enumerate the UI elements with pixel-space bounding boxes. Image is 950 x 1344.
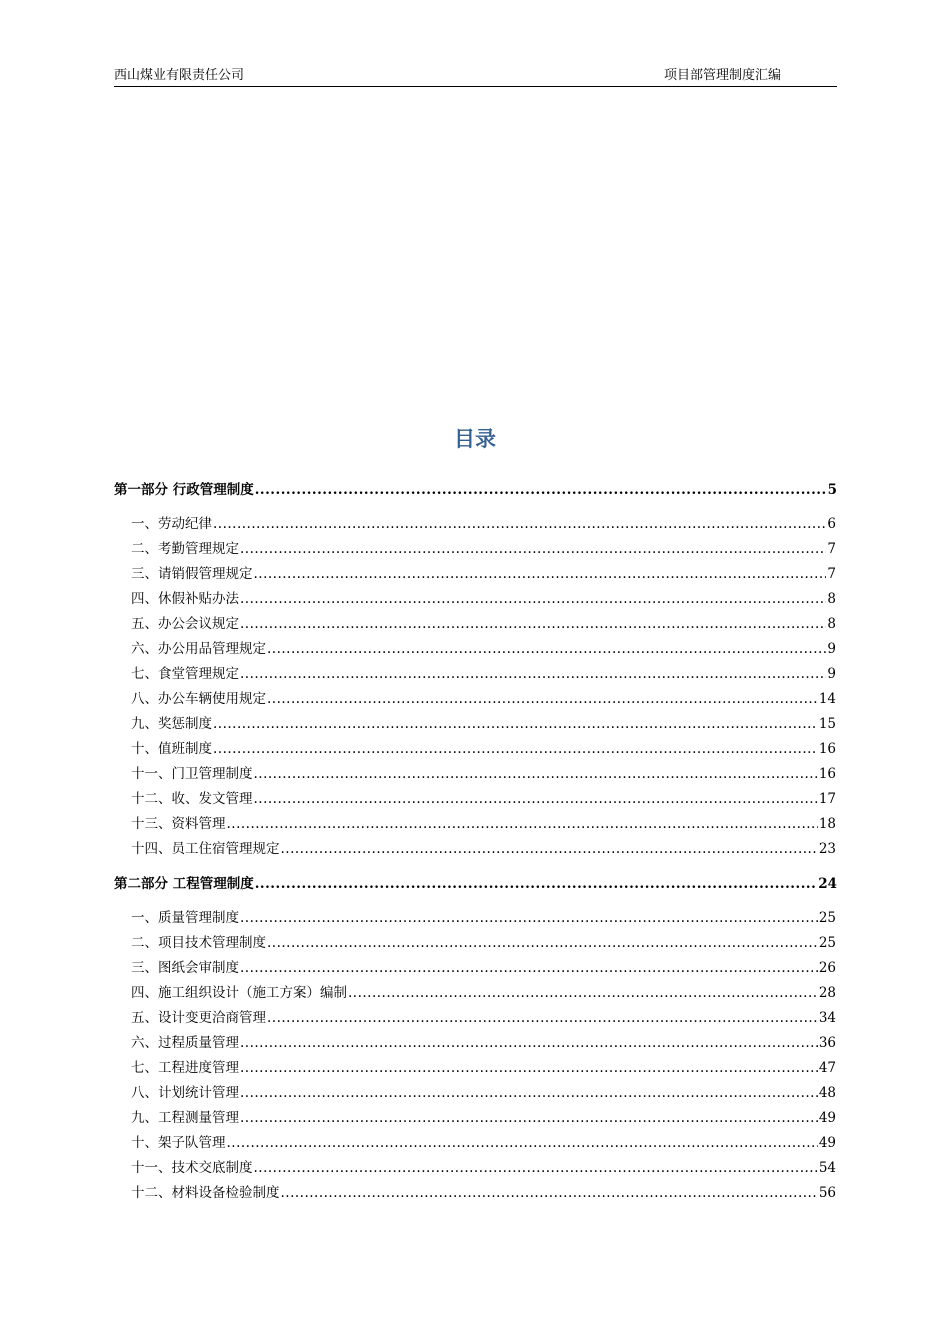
toc-page-number: 16 bbox=[818, 766, 836, 782]
toc-item[interactable] bbox=[114, 837, 837, 862]
toc-item-label: 十一、门卫管理制度 bbox=[131, 766, 253, 782]
toc-page-number: 49 bbox=[818, 1110, 836, 1126]
toc-item-label: 十三、资料管理 bbox=[131, 816, 226, 832]
toc-item[interactable] bbox=[114, 587, 837, 612]
toc-section-engineering[interactable] bbox=[114, 872, 837, 896]
toc-item[interactable] bbox=[114, 512, 837, 537]
toc-page-number: 34 bbox=[818, 1010, 836, 1026]
toc-leader-dots bbox=[255, 478, 827, 502]
toc-item-label: 九、奖惩制度 bbox=[131, 716, 212, 732]
toc-item-label: 十、值班制度 bbox=[131, 741, 212, 757]
toc-page-number: 56 bbox=[818, 1185, 836, 1201]
toc-page-number: 7 bbox=[827, 566, 836, 582]
toc-item[interactable] bbox=[114, 662, 837, 687]
toc-page-number: 6 bbox=[827, 516, 836, 532]
toc-page-number: 17 bbox=[818, 791, 836, 807]
toc-item[interactable] bbox=[114, 1181, 837, 1206]
toc-page-number: 8 bbox=[827, 616, 836, 632]
toc-item[interactable] bbox=[114, 787, 837, 812]
toc-page-number: 25 bbox=[818, 910, 836, 926]
toc-leader-dots bbox=[213, 712, 818, 737]
toc-item[interactable] bbox=[114, 687, 837, 712]
toc-page-number: 9 bbox=[827, 641, 836, 657]
toc-item-label: 十一、技术交底制度 bbox=[131, 1160, 253, 1176]
page-header bbox=[114, 66, 837, 87]
toc-item-label: 七、工程进度管理 bbox=[131, 1060, 239, 1076]
toc-leader-dots bbox=[267, 931, 818, 956]
toc-page-number: 54 bbox=[818, 1160, 836, 1176]
toc-item[interactable] bbox=[114, 1131, 837, 1156]
toc-item[interactable] bbox=[114, 737, 837, 762]
toc-item-label: 五、办公会议规定 bbox=[131, 616, 239, 632]
toc-item-label: 一、劳动纪律 bbox=[131, 516, 212, 532]
toc-item-label: 十、架子队管理 bbox=[131, 1135, 226, 1151]
toc-page-number: 7 bbox=[827, 541, 836, 557]
toc-item-label: 三、图纸会审制度 bbox=[131, 960, 239, 976]
toc-page-number: 16 bbox=[818, 741, 836, 757]
toc-leader-dots bbox=[213, 512, 826, 537]
toc-page-number: 5 bbox=[827, 482, 837, 498]
toc-leader-dots bbox=[240, 906, 818, 931]
toc-page-number: 25 bbox=[818, 935, 836, 951]
toc-item-label: 四、休假补贴办法 bbox=[131, 591, 239, 607]
toc-item-label: 十二、收、发文管理 bbox=[131, 791, 253, 807]
toc-item-label: 五、设计变更洽商管理 bbox=[131, 1010, 266, 1026]
toc-leader-dots bbox=[227, 812, 818, 837]
toc-item[interactable] bbox=[114, 537, 837, 562]
toc-item-label: 二、考勤管理规定 bbox=[131, 541, 239, 557]
toc-leader-dots bbox=[267, 1006, 818, 1031]
toc-page-number: 28 bbox=[818, 985, 836, 1001]
toc-leader-dots bbox=[240, 1106, 818, 1131]
toc-item-label: 一、质量管理制度 bbox=[131, 910, 239, 926]
toc-item-label: 二、项目技术管理制度 bbox=[131, 935, 266, 951]
toc-leader-dots bbox=[240, 662, 826, 687]
toc-leader-dots bbox=[254, 762, 818, 787]
toc-page-number: 8 bbox=[827, 591, 836, 607]
toc-title: 目录 bbox=[454, 426, 496, 451]
toc-page-number: 15 bbox=[818, 716, 836, 732]
toc-item[interactable] bbox=[114, 812, 837, 837]
toc-item[interactable] bbox=[114, 956, 837, 981]
toc-leader-dots bbox=[267, 687, 818, 712]
toc-section-administration[interactable] bbox=[114, 478, 837, 502]
toc-section-label: 第二部分 工程管理制度 bbox=[114, 876, 254, 892]
toc-leader-dots bbox=[254, 787, 818, 812]
header-doc-title: 项目部管理制度汇编 bbox=[663, 68, 781, 83]
toc-leader-dots bbox=[227, 1131, 818, 1156]
toc-leader-dots bbox=[240, 537, 826, 562]
toc-item-label: 十二、材料设备检验制度 bbox=[131, 1185, 280, 1201]
toc-item[interactable] bbox=[114, 1031, 837, 1056]
header-company: 西山煤业有限责任公司 bbox=[114, 68, 245, 83]
toc-item[interactable] bbox=[114, 1056, 837, 1081]
toc-item-label: 六、过程质量管理 bbox=[131, 1035, 239, 1051]
toc-item[interactable] bbox=[114, 612, 837, 637]
toc-page-number: 23 bbox=[818, 841, 836, 857]
toc-item-label: 十四、员工住宿管理规定 bbox=[131, 841, 280, 857]
table-of-contents bbox=[114, 478, 837, 1206]
toc-leader-dots bbox=[240, 612, 826, 637]
toc-page-number: 36 bbox=[818, 1035, 836, 1051]
toc-page-number: 24 bbox=[818, 876, 837, 892]
toc-item-label: 六、办公用品管理规定 bbox=[131, 641, 266, 657]
toc-item[interactable] bbox=[114, 562, 837, 587]
toc-item[interactable] bbox=[114, 906, 837, 931]
toc-item-label: 三、请销假管理规定 bbox=[131, 566, 253, 582]
toc-leader-dots bbox=[240, 1056, 818, 1081]
toc-page-number: 48 bbox=[818, 1085, 836, 1101]
toc-item[interactable] bbox=[114, 762, 837, 787]
toc-page-number: 47 bbox=[818, 1060, 836, 1076]
toc-item[interactable] bbox=[114, 1106, 837, 1131]
toc-item-label: 八、办公车辆使用规定 bbox=[131, 691, 266, 707]
toc-leader-dots bbox=[281, 1181, 818, 1206]
toc-item-label: 七、食堂管理规定 bbox=[131, 666, 239, 682]
toc-page-number: 9 bbox=[827, 666, 836, 682]
toc-item[interactable] bbox=[114, 637, 837, 662]
toc-section-label: 第一部分 行政管理制度 bbox=[114, 482, 254, 498]
toc-leader-dots bbox=[254, 1156, 818, 1181]
toc-item[interactable] bbox=[114, 1081, 837, 1106]
toc-page-number: 26 bbox=[818, 960, 836, 976]
toc-leader-dots bbox=[240, 1031, 818, 1056]
toc-item-label: 九、工程测量管理 bbox=[131, 1110, 239, 1126]
toc-leader-dots bbox=[240, 587, 826, 612]
toc-page-number: 18 bbox=[818, 816, 836, 832]
toc-item[interactable] bbox=[114, 1156, 837, 1181]
toc-page-number: 14 bbox=[818, 691, 836, 707]
toc-leader-dots bbox=[213, 737, 818, 762]
toc-item[interactable] bbox=[114, 981, 837, 1006]
toc-item-label: 四、施工组织设计（施工方案）编制 bbox=[131, 985, 347, 1001]
toc-leader-dots bbox=[240, 1081, 818, 1106]
toc-item-label: 八、计划统计管理 bbox=[131, 1085, 239, 1101]
toc-item[interactable] bbox=[114, 1006, 837, 1031]
toc-leader-dots bbox=[240, 956, 818, 981]
toc-leader-dots bbox=[254, 562, 827, 587]
toc-leader-dots bbox=[281, 837, 818, 862]
toc-leader-dots bbox=[348, 981, 818, 1006]
toc-page-number: 49 bbox=[818, 1135, 836, 1151]
toc-leader-dots bbox=[267, 637, 826, 662]
toc-leader-dots bbox=[255, 872, 818, 896]
toc-item[interactable] bbox=[114, 712, 837, 737]
toc-item[interactable] bbox=[114, 931, 837, 956]
